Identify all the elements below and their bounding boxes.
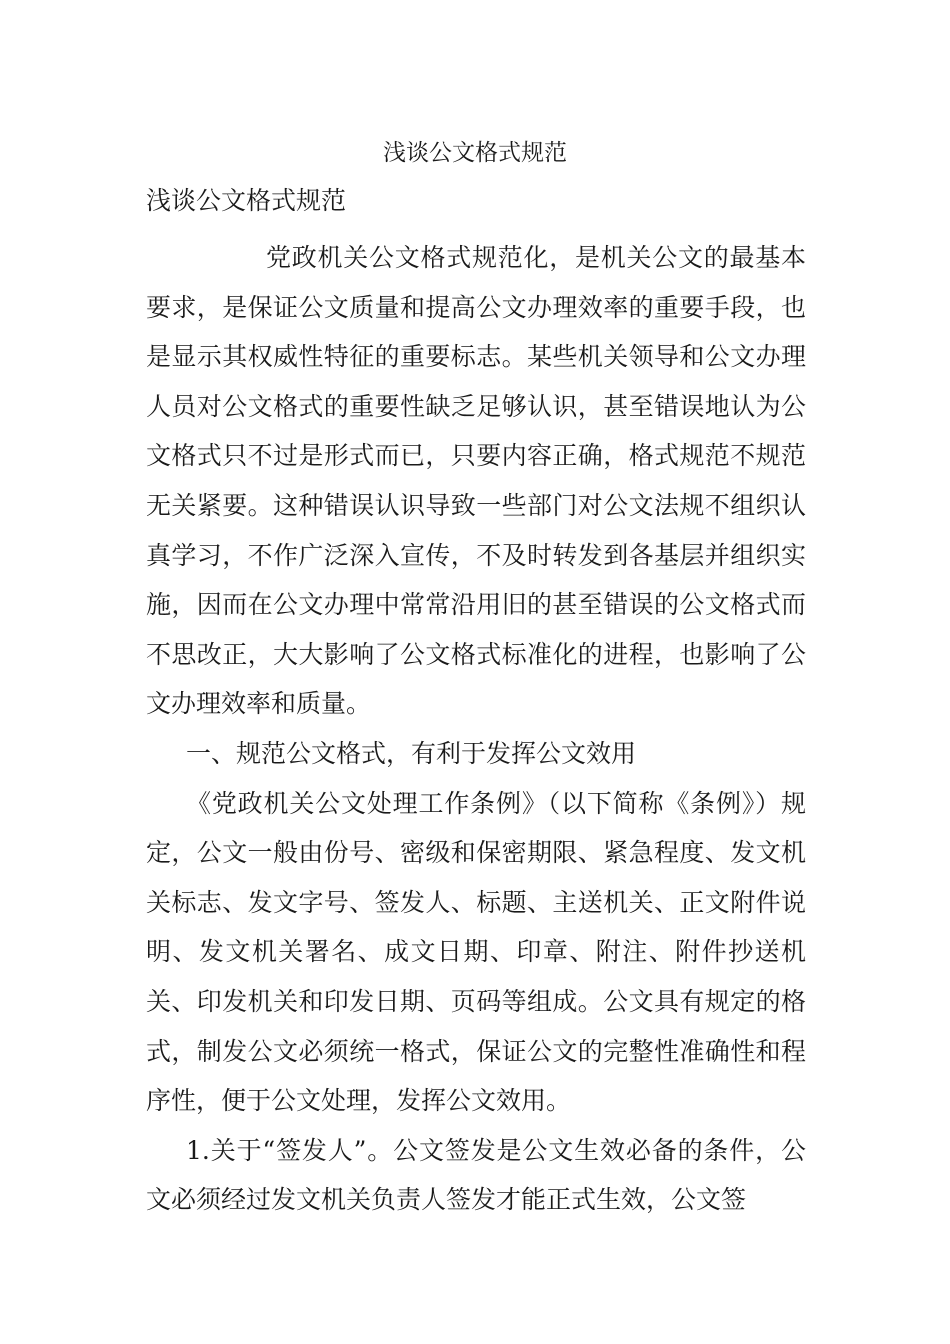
paragraph-regulation: 《党政机关公文处理工作条例》（以下简称《条例》）规定，公文一般由份号、密级和保密期限、紧急程度、发文机关标志、发文字号、签发人、标题、主送机关、正文附件说明、发文机关署名、成文日期、印章、附注、附件抄送机关、印发机关和印发日期、页码等组成。公文具有规定的格式，制发公文必须统一格式，保证公文的完整性准确性和程序性，便于公文处理，发挥公文效用。 <box>146 788 806 1116</box>
paragraph-intro: 党政机关公文格式规范化，是机关公文的最基本要求，是保证公文质量和提高公文办理效率的重要手段，也是显示其权威性特征的重要标志。某些机关领导和公文办理人员对公文格式的重要性缺乏足够认识，甚至错误地认为公文格式只不过是形式而已，只要内容正确，格式规范不规范无关紧要。这种错误认识导致一些部门对公文法规不组织认真学习，不作广泛深入宣传，不及时转发到各基层并组织实施，因而在公文办理中常常沿用旧的甚至错误的公文格式而不思改正，大大影响了公文格式标准化的进程，也影响了公文办理效率和质量。 <box>146 243 806 719</box>
document-subtitle: 浅谈公文格式规范 <box>146 186 347 215</box>
document-body <box>146 233 806 1225</box>
section-heading-1: 一、规范公文格式，有利于发挥公文效用 <box>186 738 637 768</box>
document-title: 浅谈公文格式规范 <box>383 140 567 166</box>
paragraph-signer: 1.关于“签发人”。公文签发是公文生效必备的条件，公文必须经过发文机关负责人签发才能正式生效，公文签 <box>146 1135 806 1215</box>
